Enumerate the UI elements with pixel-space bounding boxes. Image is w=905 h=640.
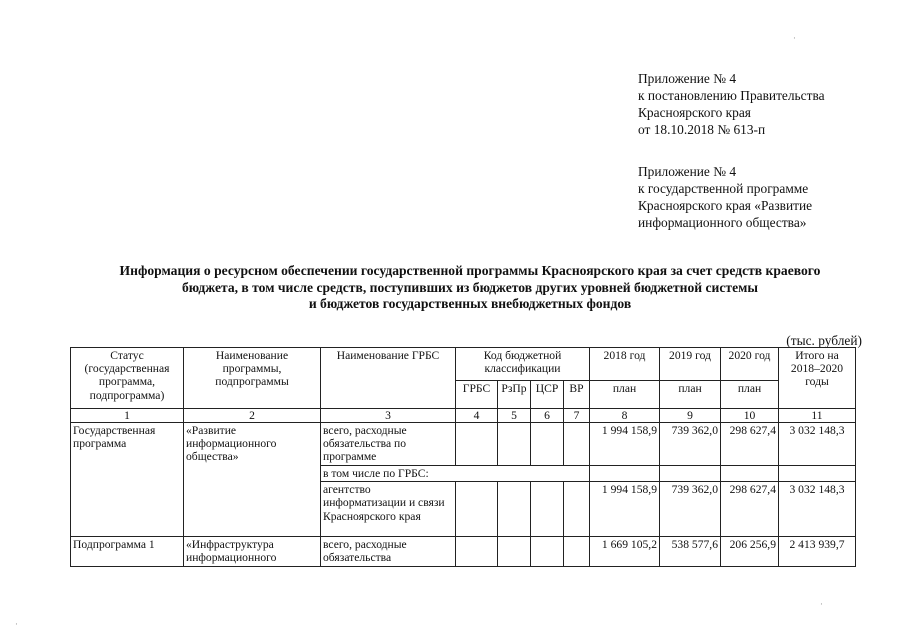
cell-value-2019: 739 362,0 [660,423,721,466]
cell-code-rzpr [498,423,531,466]
table-row-subprogram-1 [71,537,856,566]
column-number: 8 [590,409,660,423]
appendix-note-program [638,163,812,231]
header-2019: 2019 год [660,348,721,381]
cell-code-vr [564,482,590,537]
cell-status: Государственная программа [71,423,184,537]
cell-empty [721,466,779,482]
cell-program-name: «Инфраструктура информационного [184,537,321,566]
cell-value-2018: 1 994 158,9 [590,423,660,466]
appendix-line: Приложение № 4 [638,71,737,86]
column-number: 9 [660,409,721,423]
scan-speck: · [15,620,18,630]
header-status: Статус (государственная программа, подпрограмма) [71,348,184,409]
column-number: 11 [779,409,856,423]
appendix-line: Красноярского края «Развитие [638,198,813,213]
document-title [40,263,900,313]
cell-value-total: 3 032 148,3 [779,482,856,537]
cell-empty [779,466,856,482]
column-number: 7 [564,409,590,423]
header-budget-code: Код бюджетной классификации [456,348,590,381]
title-line: и бюджетов государственных внебюджетных фондов [308,296,632,311]
cell-value-2019: 739 362,0 [660,482,721,537]
header-code-rzpr: РзПр [498,381,531,409]
cell-value-2020: 206 256,9 [721,537,779,566]
cell-total-label: всего, расходные обязательства по программе [321,423,456,466]
title-line: Информация о ресурсном обеспечении государственной программы Красноярского края за счет средств краевого [119,263,821,278]
appendix-note-decree [638,70,825,138]
column-number: 4 [456,409,498,423]
cell-code-vr [564,423,590,466]
cell-code-grbs [456,537,498,566]
header-code-vr: ВР [564,381,590,409]
cell-value-2018: 1 994 158,9 [590,482,660,537]
header-total: Итого на 2018–2020 годы [779,348,856,409]
appendix-line: Приложение № 4 [638,164,737,179]
appendix-line: информационного общества» [638,215,807,230]
column-number: 5 [498,409,531,423]
cell-code-csr [531,423,564,466]
appendix-line: Красноярского края [638,105,751,120]
column-number-row [71,409,856,423]
cell-agency-name: агентство информатизации и связи Красноярского края [321,482,456,537]
cell-code-vr [564,537,590,566]
scan-speck: · [793,34,796,44]
header-plan-2019: план [660,381,721,409]
header-plan-2020: план [721,381,779,409]
units-label: (тыс. рублей) [786,333,862,348]
scan-speck: · [820,600,823,610]
appendix-line: от 18.10.2018 № 613-п [638,122,766,137]
cell-grbs-caption: в том числе по ГРБС: [321,466,590,482]
cell-program-name: «Развитие информационного общества» [184,423,321,537]
column-number: 2 [184,409,321,423]
column-number: 3 [321,409,456,423]
header-2018: 2018 год [590,348,660,381]
column-number: 6 [531,409,564,423]
cell-value-2020: 298 627,4 [721,482,779,537]
cell-status: Подпрограмма 1 [71,537,184,566]
cell-value-2020: 298 627,4 [721,423,779,466]
cell-value-2019: 538 577,6 [660,537,721,566]
appendix-line: к постановлению Правительства [638,88,825,103]
cell-code-grbs [456,423,498,466]
column-number: 1 [71,409,184,423]
table-row-state-program [71,423,856,466]
header-grbs-name: Наименование ГРБС [321,348,456,409]
resource-table [70,347,856,567]
title-line: бюджета, в том числе средств, поступивших из бюджетов других уровней бюджетной системы [181,279,758,295]
table-header-row [71,348,856,381]
header-plan-2018: план [590,381,660,409]
cell-code-rzpr [498,537,531,566]
cell-code-rzpr [498,482,531,537]
cell-value-2018: 1 669 105,2 [590,537,660,566]
cell-value-total: 3 032 148,3 [779,423,856,466]
header-code-csr: ЦСР [531,381,564,409]
header-2020: 2020 год [721,348,779,381]
cell-code-csr [531,482,564,537]
appendix-line: к государственной программе [638,181,809,196]
cell-empty [590,466,660,482]
cell-code-csr [531,537,564,566]
cell-total-label: всего, расходные обязательства [321,537,456,566]
cell-code-grbs [456,482,498,537]
header-program-name: Наименование программы, подпрограммы [184,348,321,409]
cell-empty [660,466,721,482]
column-number: 10 [721,409,779,423]
cell-value-total: 2 413 939,7 [779,537,856,566]
header-code-grbs: ГРБС [456,381,498,409]
